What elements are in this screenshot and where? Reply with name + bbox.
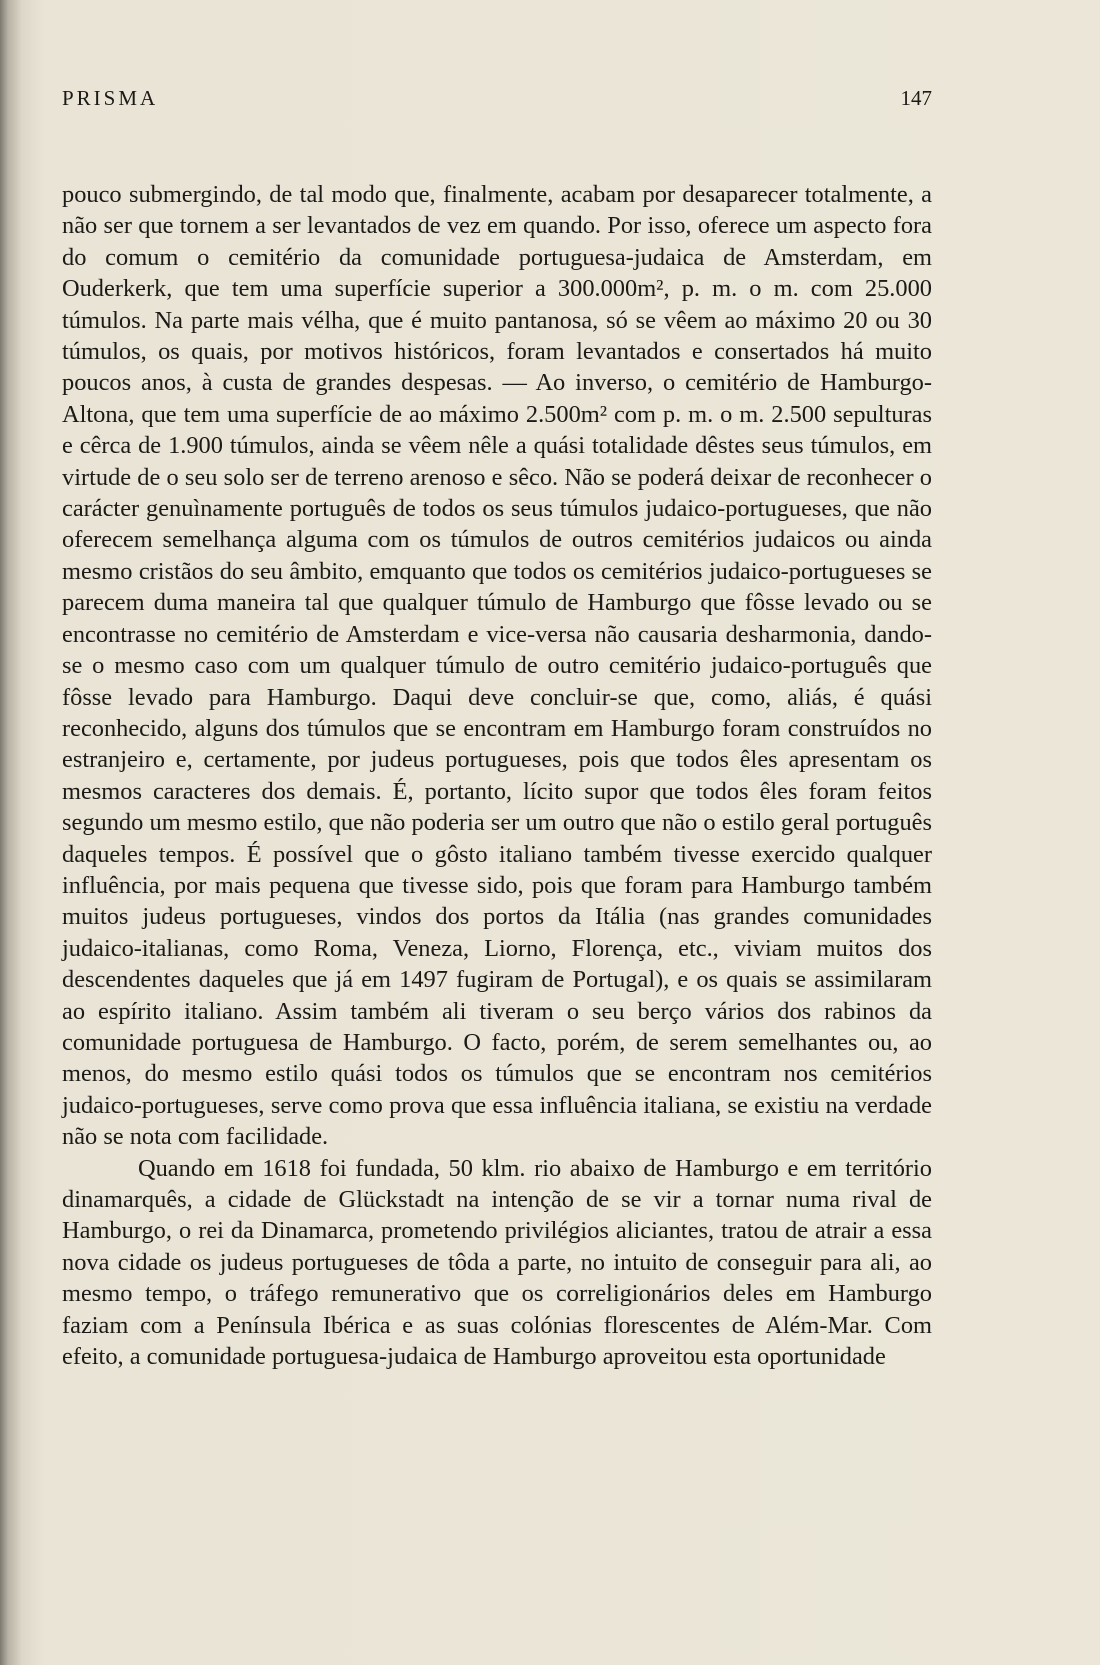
paragraph-2: Quando em 1618 foi fundada, 50 klm. rio abaixo de Hamburgo e em território dinamarquês, a cidade de Glückstadt na intenção de se vir a tornar numa rival de Hamburgo, o rei da Dinamarca, prometendo privilégios aliciantes, tratou de atrair a essa nova cidade os judeus portugueses de tôda a parte, no intuito de conseguir para ali, ao mesmo tempo, o tráfego remunerativo que os correligionários deles em Hamburgo faziam com a Península Ibérica e as suas colónias florescentes de Além-Mar. Com efeito, a comunidade portuguesa-judaica de Hamburgo aproveitou esta oportunidade bbox=[62, 1154, 932, 1371]
running-head: PRISMA bbox=[62, 86, 159, 110]
body-text bbox=[62, 179, 932, 1372]
paragraph-1: pouco submergindo, de tal modo que, finalmente, acabam por desaparecer totalmente, a não ser que tornem a ser levantados de vez em quando. Por isso, oferece um aspecto fora do comum o cemitério da comunidade portuguesa-judaica de Amsterdam, em Ouderkerk, que tem uma superfície superior a 300.000m², p. m. o m. com 25.000 túmulos. Na parte mais vélha, que é muito pantanosa, só se vêem ao máximo 20 ou 30 túmulos, os quais, por motivos históricos, foram levantados e consertados há muito poucos anos, à custa de grandes despesas. — Ao inverso, o cemitério de Hamburgo-Altona, que tem uma superfície de ao máximo 2.500m² com p. m. o m. 2.500 sepulturas e cêrca de 1.900 túmulos, ainda se vêem nêle a quási totalidade dêstes seus túmulos, em virtude de o seu solo ser de terreno arenoso e sêco. Não se poderá deixar de reconhecer o carácter genuìnamente português de todos os seus túmulos judaico-portugueses, que não oferecem semelhança alguma com os túmulos de outros cemitérios judaicos ou ainda mesmo cristãos do seu âmbito, emquanto que todos os cemitérios judaico-portugueses se parecem duma maneira tal que qualquer túmulo de Hamburgo que fôsse levado ou se encontrasse no cemitério de Amsterdam e vice-versa não causaria desharmonia, dando-se o mesmo caso com um qualquer túmulo de outro cemitério judaico-português que fôsse levado para Hamburgo. Daqui deve concluir-se que, como, aliás, é quási reconhecido, alguns dos túmulos que se encontram em Hamburgo foram construídos no estranjeiro e, certamente, por judeus portugueses, pois que todos êles apresentam os mesmos caracteres dos demais. É, portanto, lícito supor que todos êles foram feitos segundo um mesmo estilo, que não poderia ser um outro que não o estilo geral português daqueles tempos. É possível que o gôsto italiano também tivesse exercido qualquer influência, por mais pequena que tivesse sido, pois que foram para Hamburgo também muitos judeus portugueses, vindos dos portos da Itália (nas grandes comunidades judaico-italianas, como Roma, Veneza, Liorno, Florença, etc., viviam muitos dos descendentes daqueles que já em 1497 fugiram de Portugal), e os quais se assimilaram ao espírito italiano. Assim também ali tiveram o seu berço vários dos rabinos da comunidade portuguesa de Hamburgo. O facto, porém, de serem semelhantes ou, ao menos, do mesmo estilo quási todos os túmulos que se encontram nos cemitérios judaico-portugueses, serve como prova que essa influência italiana, se existiu na verdade não se nota com facilidade. bbox=[62, 181, 932, 1151]
page-number: 147 bbox=[900, 86, 932, 110]
page-header bbox=[62, 86, 932, 116]
